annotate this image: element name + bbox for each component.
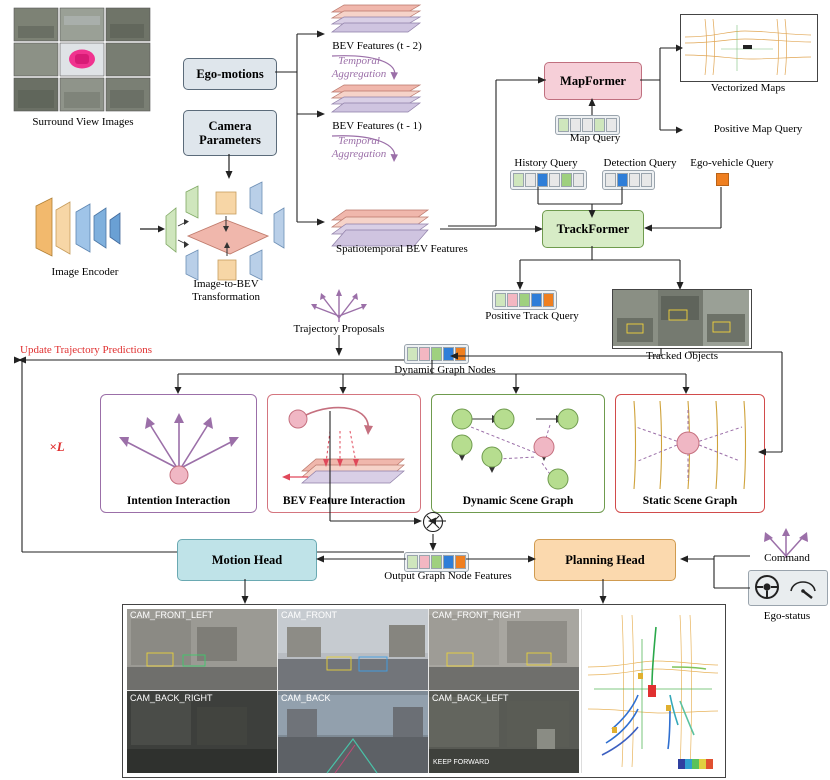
temporal-aggregation-label-1-line2: Aggregation [331,68,387,80]
token [507,293,518,307]
ego-motions-block[interactable]: Ego-motions [183,58,277,90]
connector-right-feedback [688,348,798,458]
positive-map-query-label: Positive Map Query [713,123,803,135]
bev-features-t1-label: BEV Features (t - 1) [332,120,422,132]
ego-status-label: Ego-status [763,610,811,622]
update-trajectory-predictions-label: Update Trajectory Predictions [20,344,152,356]
camera-parameters-block[interactable] [183,110,277,156]
camera-label-back: CAM_BACK [281,693,331,703]
dynamic-scene-graph-panel[interactable] [431,394,605,513]
mapformer-block[interactable]: MapFormer [544,62,642,100]
detection-query-label: Detection Query [603,157,677,169]
vectorized-maps-label: Vectorized Maps [710,82,786,94]
token [443,555,454,569]
camera-label-back-right: CAM_BACK_RIGHT [130,693,213,703]
output-status-text: KEEP FORWARD [433,759,490,766]
arrow-mapformer-to-maps [640,40,686,136]
camera-parameters-line2: Parameters [199,133,261,147]
token [419,555,430,569]
map-query-label: Map Query [569,132,621,144]
positive-track-query-tokens[interactable] [492,290,557,310]
token [531,293,542,307]
camera-label-front-right: CAM_FRONT_RIGHT [432,610,522,620]
connectors-nodes-to-panels [176,360,696,396]
token [543,293,554,307]
arrow-features-to-planning-head [466,553,540,565]
temporal-aggregation-label-2-line1: Temporal [338,135,380,147]
image-to-bev-label-line2: Transformation [191,291,261,303]
bev-feature-interaction-panel[interactable] [267,394,421,513]
arrow-motion-head-to-output [240,579,252,607]
trajectory-proposals-icon [306,286,372,322]
token [431,555,442,569]
image-encoder-label: Image Encoder [51,266,119,278]
arrow-camera-params-to-bev [228,154,238,180]
arrow-map-query-to-mapformer [588,98,598,116]
surround-view-images [14,8,150,112]
token [455,555,466,569]
camera-parameters-line1: Camera [208,118,252,133]
output-graph-node-features-tokens[interactable] [404,552,469,572]
bev-features-t2-stack [322,2,430,38]
bev-prediction-view [581,609,722,773]
ego-vehicle-query-label: Ego-vehicle Query [690,157,774,169]
repeat-label: ×L [49,439,65,454]
camera-grid [127,609,579,773]
token [582,118,593,132]
static-scene-graph-label: Static Scene Graph [642,495,738,507]
output-visualization-panel [122,604,726,778]
trajectory-proposals-label: Trajectory Proposals [293,323,385,335]
trackformer-block[interactable]: TrackFormer [542,210,644,248]
camera-label-back-left: CAM_BACK_LEFT [432,693,509,703]
camera-label-front-left: CAM_FRONT_LEFT [130,610,214,620]
planning-head-block[interactable]: Planning Head [534,539,676,581]
arrow-operator-to-outputs [428,534,440,554]
arrow-ego-motions-to-bev-stacks [275,22,331,232]
history-query-label: History Query [514,157,578,169]
connectors-panels-to-operator [330,511,460,543]
connector-tracked-objects-down [655,348,667,360]
bev-feature-interaction-label: BEV Feature Interaction [282,495,406,507]
arrow-features-to-motion-head [312,553,408,565]
token [519,293,530,307]
image-to-bev-transformation [164,178,290,288]
camera-label-front: CAM_FRONT [281,610,337,620]
token [570,118,581,132]
ego-status-panel [748,570,828,606]
bev-features-t2-label: BEV Features (t - 2) [332,40,422,52]
token [594,118,605,132]
temporal-aggregation-label-2-line2: Aggregation [331,148,387,160]
vectorized-maps-panel [680,14,818,82]
arrow-bev-to-trackformer [440,224,546,234]
dynamic-graph-nodes-label: Dynamic Graph Nodes [394,364,496,376]
token [558,118,569,132]
intention-interaction-panel[interactable] [100,394,257,513]
tracked-objects-label: Tracked Objects [646,350,718,362]
temporal-aggregation-label-1-line1: Temporal [338,55,380,67]
arrow-planning-head-to-output [598,579,610,607]
image-encoder [30,196,140,264]
token [495,293,506,307]
tracked-objects-panel [612,289,752,349]
positive-track-query-label: Positive Track Query [485,310,579,322]
arrows-command-ego-to-planning [674,540,754,594]
image-to-bev-label-line1: Image-to-BEV [193,278,259,290]
output-graph-node-features-label: Output Graph Node Features [384,570,512,582]
surround-view-images-label: Surround View Images [32,116,134,128]
command-label: Command [764,552,810,564]
motion-head-block[interactable]: Motion Head [177,539,317,581]
token [606,118,617,132]
bev-features-t1-stack [322,82,430,118]
dynamic-scene-graph-label: Dynamic Scene Graph [462,495,574,507]
token [407,555,418,569]
arrow-encoder-to-bev [140,222,166,236]
intention-interaction-label: Intention Interaction [126,495,231,507]
spatiotemporal-bev-label: Spatiotemporal BEV Features [336,243,468,255]
